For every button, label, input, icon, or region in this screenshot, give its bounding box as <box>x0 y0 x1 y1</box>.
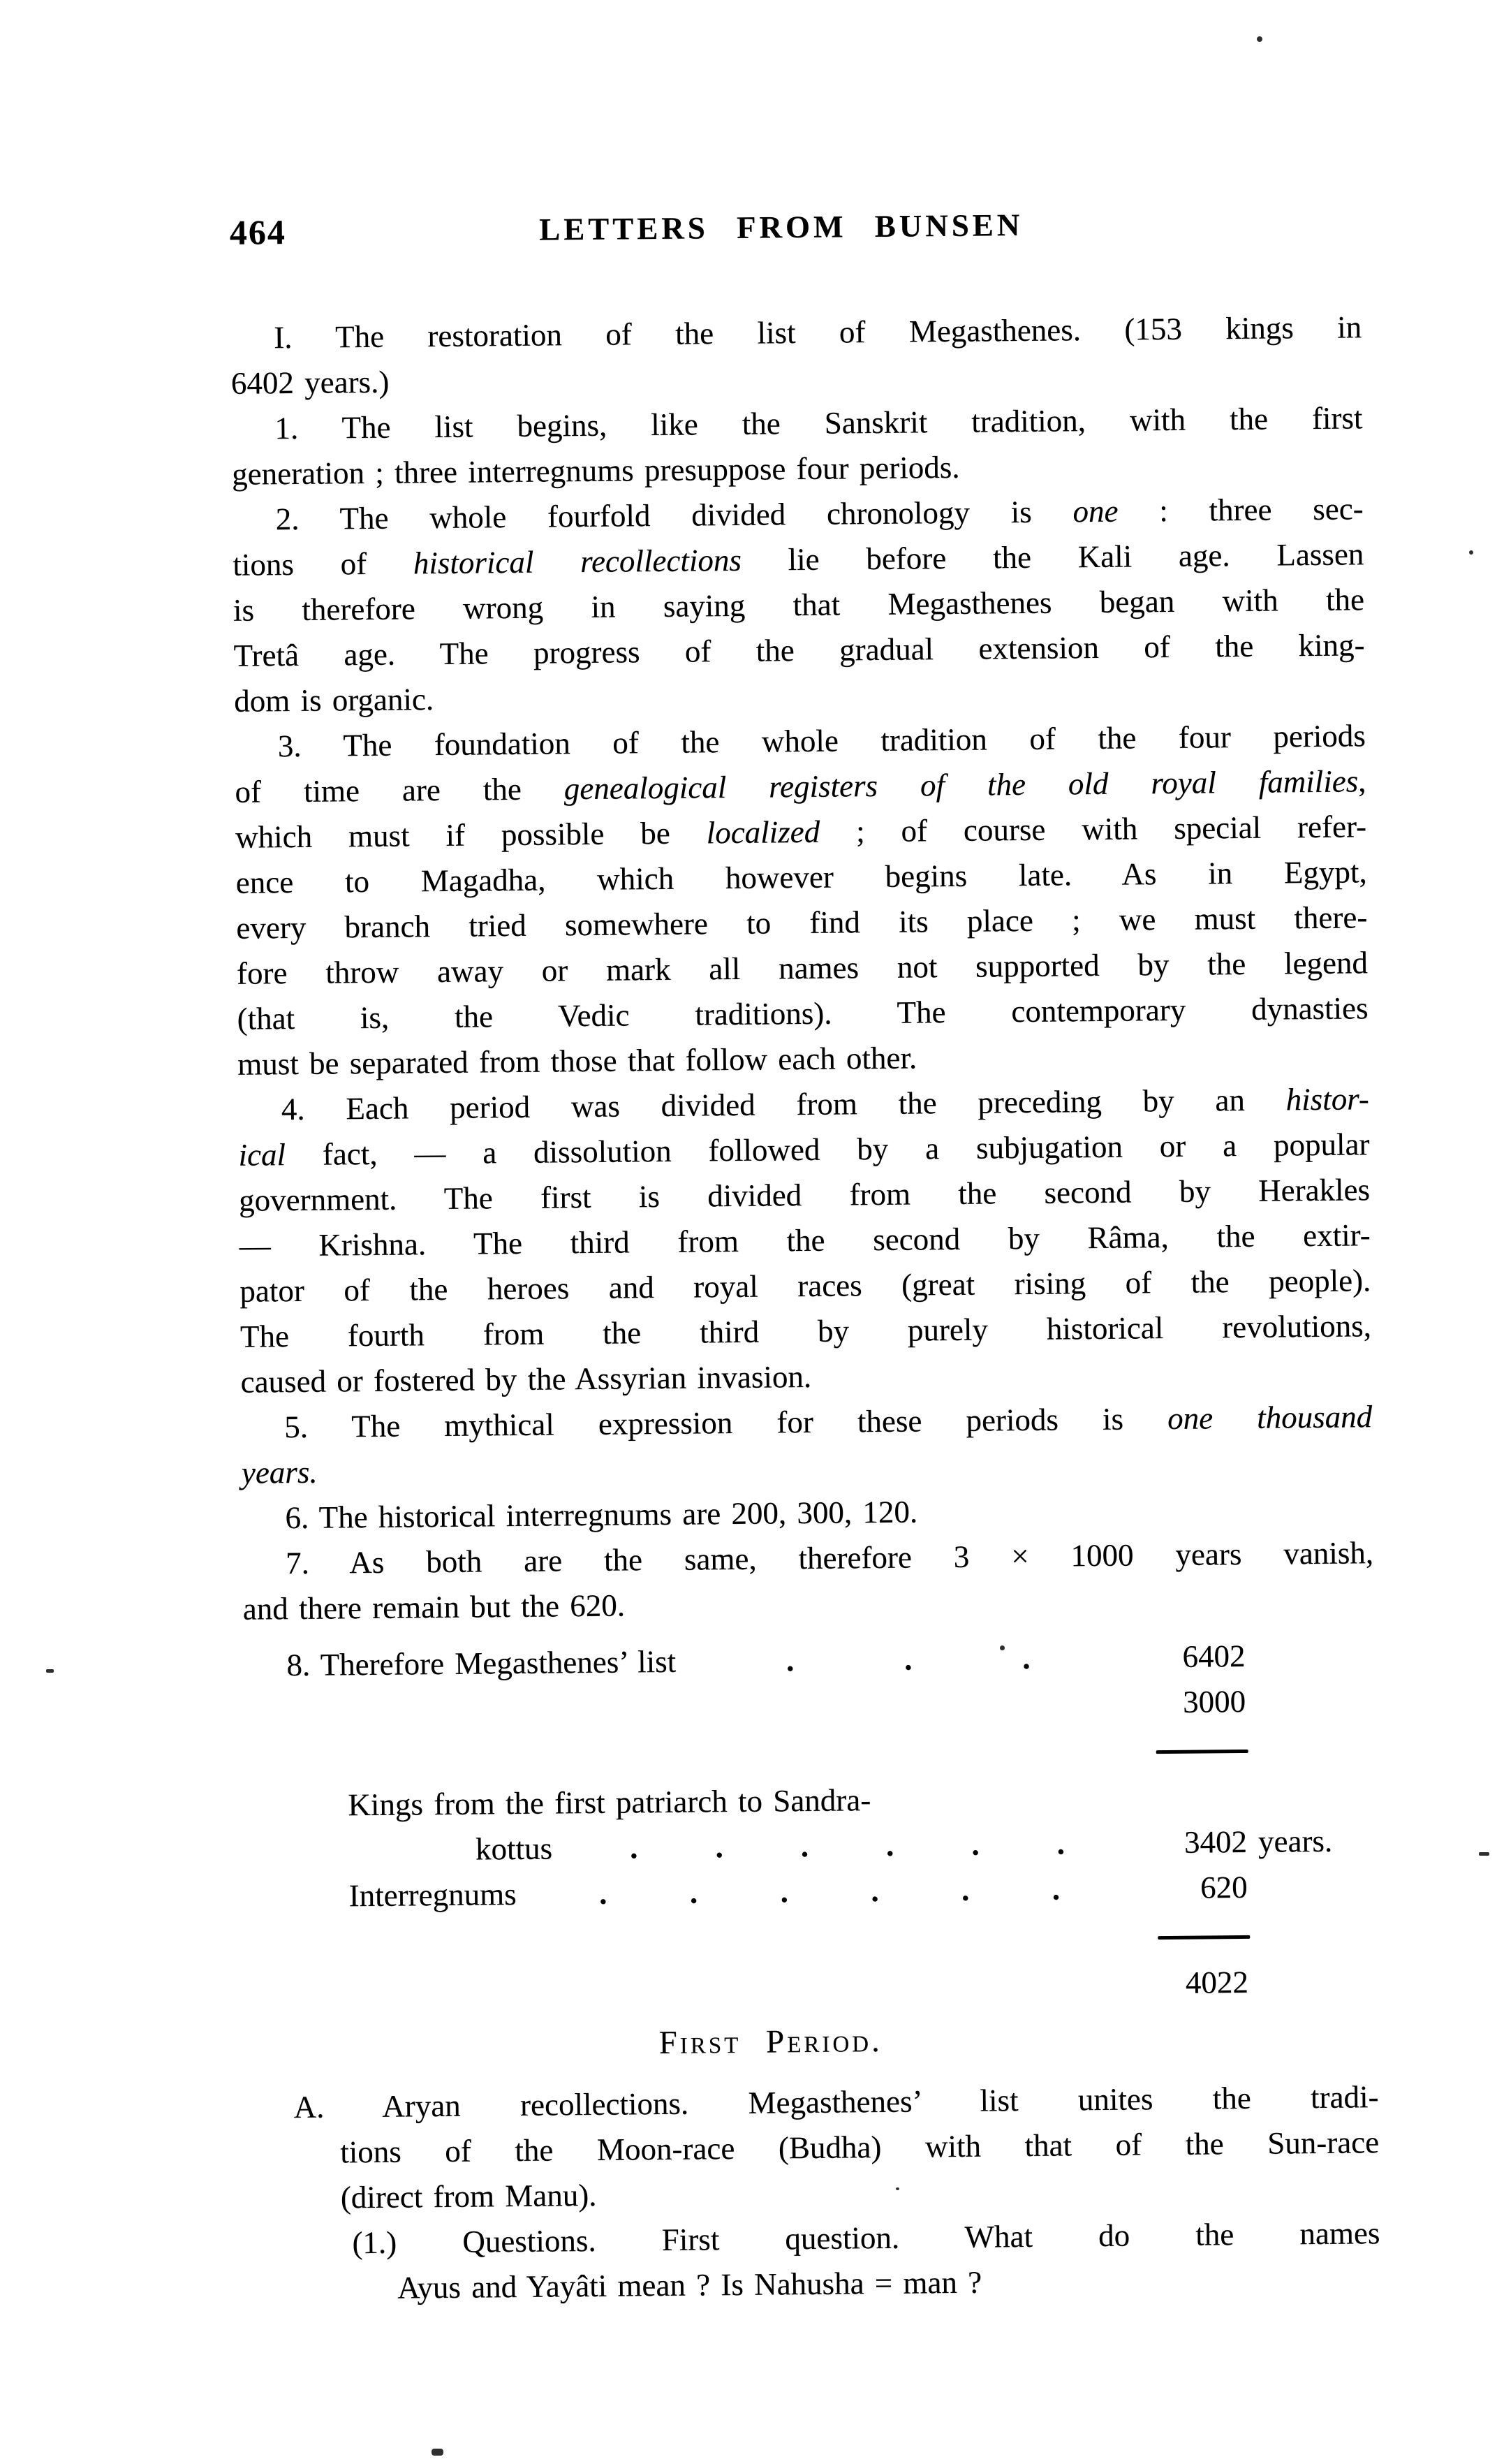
text-segment: I. The restoration of the list of Megasthenes. (153 kings in <box>273 309 1362 355</box>
row-label: Kings from the first patriarch to Sandra- <box>348 1782 871 1823</box>
text-segment: caused or fostered by the Assyrian invasion. <box>240 1358 812 1400</box>
italic-text-segment: localized <box>706 814 820 851</box>
text-segment: government. The first is divided from the second by Herakles <box>238 1172 1371 1218</box>
text-segment: 6. The historical interregnums are 200, 300, 120. <box>285 1494 918 1536</box>
leader-dots <box>676 1634 1141 1684</box>
text-segment: 2. The whole fourfold divided chronology is <box>275 494 1073 537</box>
leader-dot: . <box>1022 1640 1031 1676</box>
text-segment: fact, — a dissolution followed by a subjugation or a popular <box>285 1127 1370 1173</box>
section-heading: First Period. <box>658 2022 883 2062</box>
text-segment: 4. Each period was divided from the preceding by an <box>281 1082 1286 1127</box>
amount-value: 3402 <box>1183 1824 1248 1860</box>
leader-dot: . <box>800 1828 809 1864</box>
leader-dots <box>246 1993 1144 2002</box>
text-segment: 1. The list begins, like the Sanskrit tradition, with the first <box>274 400 1363 446</box>
text-segment: 5. The mythical expression for these periods is <box>283 1401 1168 1445</box>
leader-dot: . <box>689 1875 698 1910</box>
text-segment: Tretâ age. The progress of the gradual extension of the king- <box>233 627 1365 673</box>
leader-dot: . <box>1052 1871 1061 1907</box>
text-segment: of time are the <box>235 771 565 809</box>
leader-dot: . <box>871 1873 879 1909</box>
text-segment: : three sec- <box>1118 491 1364 529</box>
row-label: kottus <box>475 1831 553 1867</box>
amount-value: 3000 <box>1182 1683 1246 1719</box>
sum-rule <box>1156 1750 1248 1754</box>
scan-speck <box>432 2449 443 2456</box>
amount-suffix <box>1248 1896 1377 1898</box>
text-segment: fore throw away or mark all names not supported by the legend <box>236 945 1369 991</box>
scan-speck <box>1257 36 1262 42</box>
italic-text-segment: genealogical registers of the old royal families <box>563 763 1359 807</box>
text-segment: (that is, the Vedic traditions). The contemporary dynasties <box>237 990 1369 1036</box>
text-segment: and there remain but the 620. <box>242 1587 626 1627</box>
amount-value: 620 <box>1200 1869 1248 1905</box>
text-segment: pator of the heroes and royal races (great rising of the people). <box>239 1263 1371 1309</box>
leader-dots <box>871 1807 1142 1810</box>
scan-speck <box>1469 550 1473 555</box>
italic-text-segment: one <box>1072 493 1119 529</box>
row-label: Interregnums <box>348 1876 517 1914</box>
text-segment: A. Aryan recollections. Megasthenes’ list unites the tradi- <box>293 2079 1379 2125</box>
leader-dot: . <box>786 1643 795 1678</box>
page-number: 464 <box>229 212 287 252</box>
leader-dot: . <box>715 1829 723 1865</box>
sum-rule <box>1158 1935 1250 1939</box>
text-segment: tions of the Moon-race (Budha) with that of the Sun-race <box>339 2125 1380 2170</box>
text-segment: — Krishna. The third from the second by Râma, the extir- <box>239 1217 1371 1263</box>
page-header <box>229 198 1361 256</box>
text-segment: is therefore wrong in saying that Megasthenes began with the <box>233 582 1365 628</box>
leader-dot: . <box>780 1874 789 1909</box>
leader-dots <box>516 1865 1143 1917</box>
row-label: 8. Therefore Megasthenes’ list <box>286 1643 677 1683</box>
leader-dots <box>552 1820 1143 1871</box>
scan-content <box>229 198 1380 2312</box>
page-body <box>230 305 1380 2312</box>
text-segment: ; of course with special refer- <box>819 809 1367 849</box>
text-segment: tions of <box>233 545 414 582</box>
text-segment: must be separated from those that follow each other. <box>237 1040 917 1082</box>
leader-dots <box>244 1713 1141 1721</box>
leader-dot: . <box>629 1830 638 1865</box>
amount-suffix: years. <box>1258 1823 1333 1859</box>
leader-dot: . <box>598 1875 607 1911</box>
leader-dot: . <box>885 1827 894 1863</box>
text-segment: ence to Magadha, which however begins late. As in Egypt, <box>235 854 1367 900</box>
scan-speck <box>1479 1852 1489 1856</box>
text-segment: which must if possible be <box>235 815 707 855</box>
leader-dot: . <box>961 1872 970 1907</box>
amount-value: 4022 <box>1185 1964 1249 2000</box>
scan-speck <box>1000 1645 1005 1650</box>
text-segment: , <box>1357 763 1366 799</box>
italic-text-segment: histor- <box>1285 1081 1370 1117</box>
text-segment: The fourth from the third by purely historical revolutions, <box>239 1308 1372 1354</box>
amount-value: 6402 <box>1182 1638 1246 1674</box>
leader-dot: . <box>971 1826 980 1862</box>
text-segment: Ayus and Yayâti mean ? Is Nahusha = man ? <box>397 2264 982 2305</box>
leader-dot: . <box>1056 1826 1065 1861</box>
text-segment: 3. The foundation of the whole tradition of the four periods <box>277 718 1366 764</box>
text-segment: every branch tried somewhere to find its place ; we must there- <box>236 900 1368 946</box>
italic-text-segment: one thousand <box>1167 1399 1373 1437</box>
scan-speck <box>896 2187 899 2190</box>
text-segment: 7. As both are the same, therefore 3 × 1000 years vanish, <box>285 1535 1374 1581</box>
amount-suffix <box>1246 1665 1375 1666</box>
text-segment: (direct from Manu). <box>340 2177 597 2215</box>
table-row <box>246 1958 1378 2015</box>
italic-text-segment: ical <box>238 1137 286 1173</box>
italic-text-segment: historical recollections <box>413 542 742 581</box>
italic-text-segment: years. <box>241 1454 318 1490</box>
scan-speck <box>46 1669 54 1673</box>
running-title: LETTERS FROM BUNSEN <box>538 207 1024 247</box>
text-segment: dom is organic. <box>233 682 434 719</box>
text-segment: (1.) Questions. First question. What do the names <box>352 2215 1380 2261</box>
amount-suffix <box>1246 1710 1375 1712</box>
amount-suffix <box>1246 1805 1376 1807</box>
text-segment: generation ; three interregnums presuppose four periods. <box>231 449 960 492</box>
amount-suffix <box>1248 1991 1378 1993</box>
text-segment: 6402 years.) <box>230 364 390 401</box>
text-segment: lie before the Kali age. Lassen <box>741 536 1364 578</box>
leader-dot: . <box>904 1641 913 1677</box>
